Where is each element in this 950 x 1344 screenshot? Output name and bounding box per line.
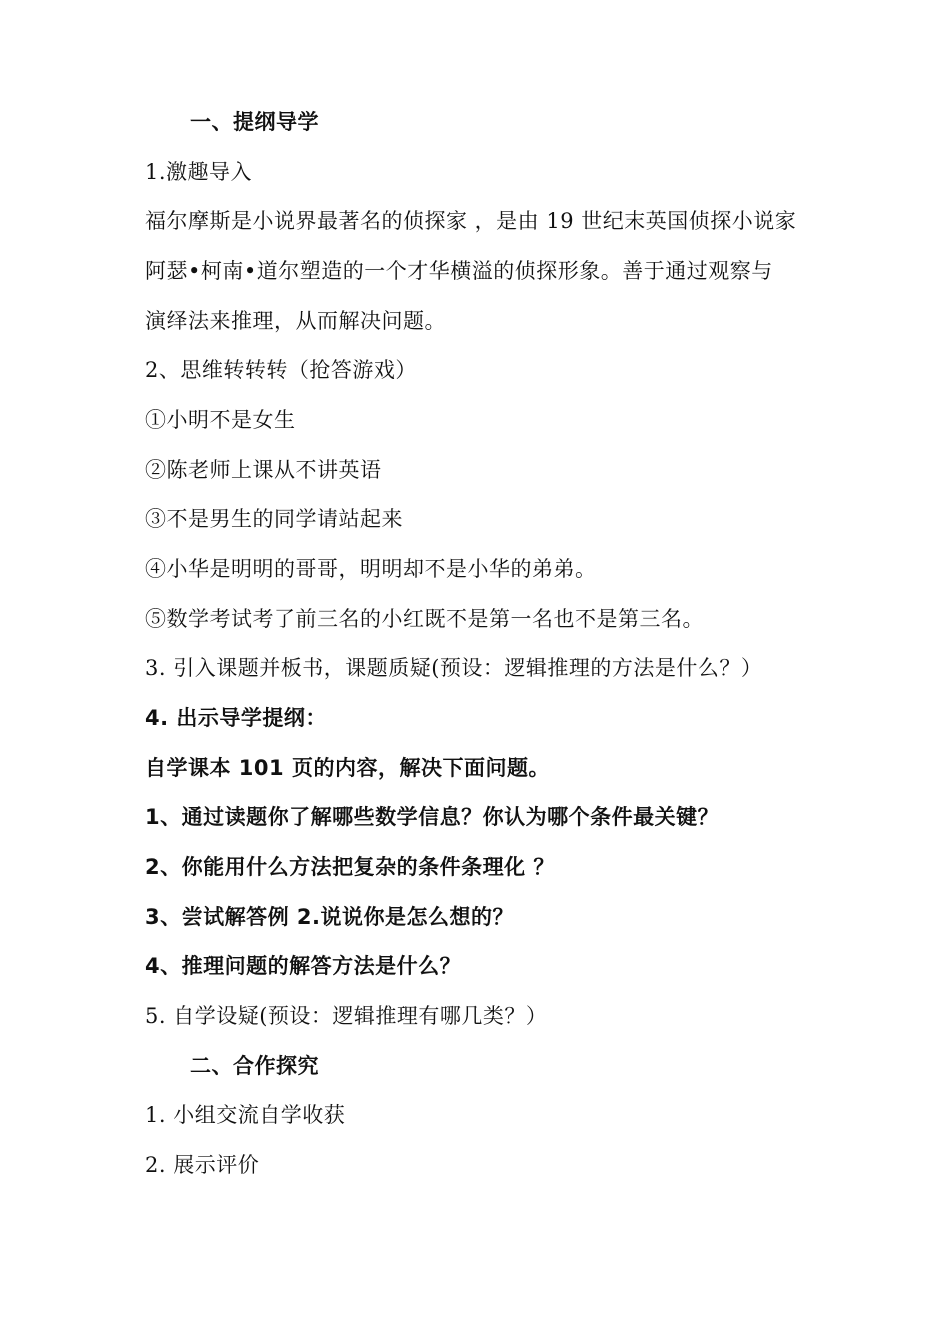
- intro-paragraph-line-1: 福尔摩斯是小说界最著名的侦探家 ，是由 19 世纪末英国侦探小说家: [145, 209, 797, 233]
- intro-paragraph-line-3: 演绎法来推理，从而解决问题。: [145, 309, 446, 333]
- game-item: ⑤数学考试考了前三名的小红既不是第一名也不是第三名。: [145, 607, 704, 631]
- study-question: 1、通过读题你了解哪些数学信息？你认为哪个条件最关键？: [145, 805, 720, 829]
- coop-item: 1. 小组交流自学收获: [145, 1103, 346, 1127]
- study-instruction: 自学课本 101 页的内容，解决下面问题。: [145, 756, 550, 780]
- study-question: 2、你能用什么方法把复杂的条件条理化 ？: [145, 855, 555, 879]
- study-question: 3、尝试解答例 2.说说你是怎么想的？: [145, 905, 515, 929]
- step-2-title: 2、思维转转转（抢答游戏）: [145, 358, 417, 382]
- coop-item: 2. 展示评价: [145, 1153, 260, 1177]
- intro-paragraph-line-2: 阿瑟•柯南•道尔塑造的一个才华横溢的侦探形象。善于通过观察与: [145, 259, 773, 283]
- game-item: ④小华是明明的哥哥，明明却不是小华的弟弟。: [145, 557, 597, 581]
- step-1-title: 1.激趣导入: [145, 160, 253, 184]
- game-item: ②陈老师上课从不讲英语: [145, 458, 382, 482]
- game-item: ①小明不是女生: [145, 408, 296, 432]
- study-question: 4、推理问题的解答方法是什么？: [145, 954, 462, 978]
- step-5-text: 5. 自学设疑(预设：逻辑推理有哪几类？）: [145, 1004, 548, 1028]
- step-3-text: 3. 引入课题并板书，课题质疑(预设：逻辑推理的方法是什么？）: [145, 656, 763, 680]
- section-heading-outline-study: 一、提纲导学: [190, 110, 319, 134]
- section-heading-cooperative-inquiry: 二、合作探究: [190, 1054, 319, 1078]
- step-4-title: 4. 出示导学提纲：: [145, 706, 327, 730]
- game-item: ③不是男生的同学请站起来: [145, 507, 403, 531]
